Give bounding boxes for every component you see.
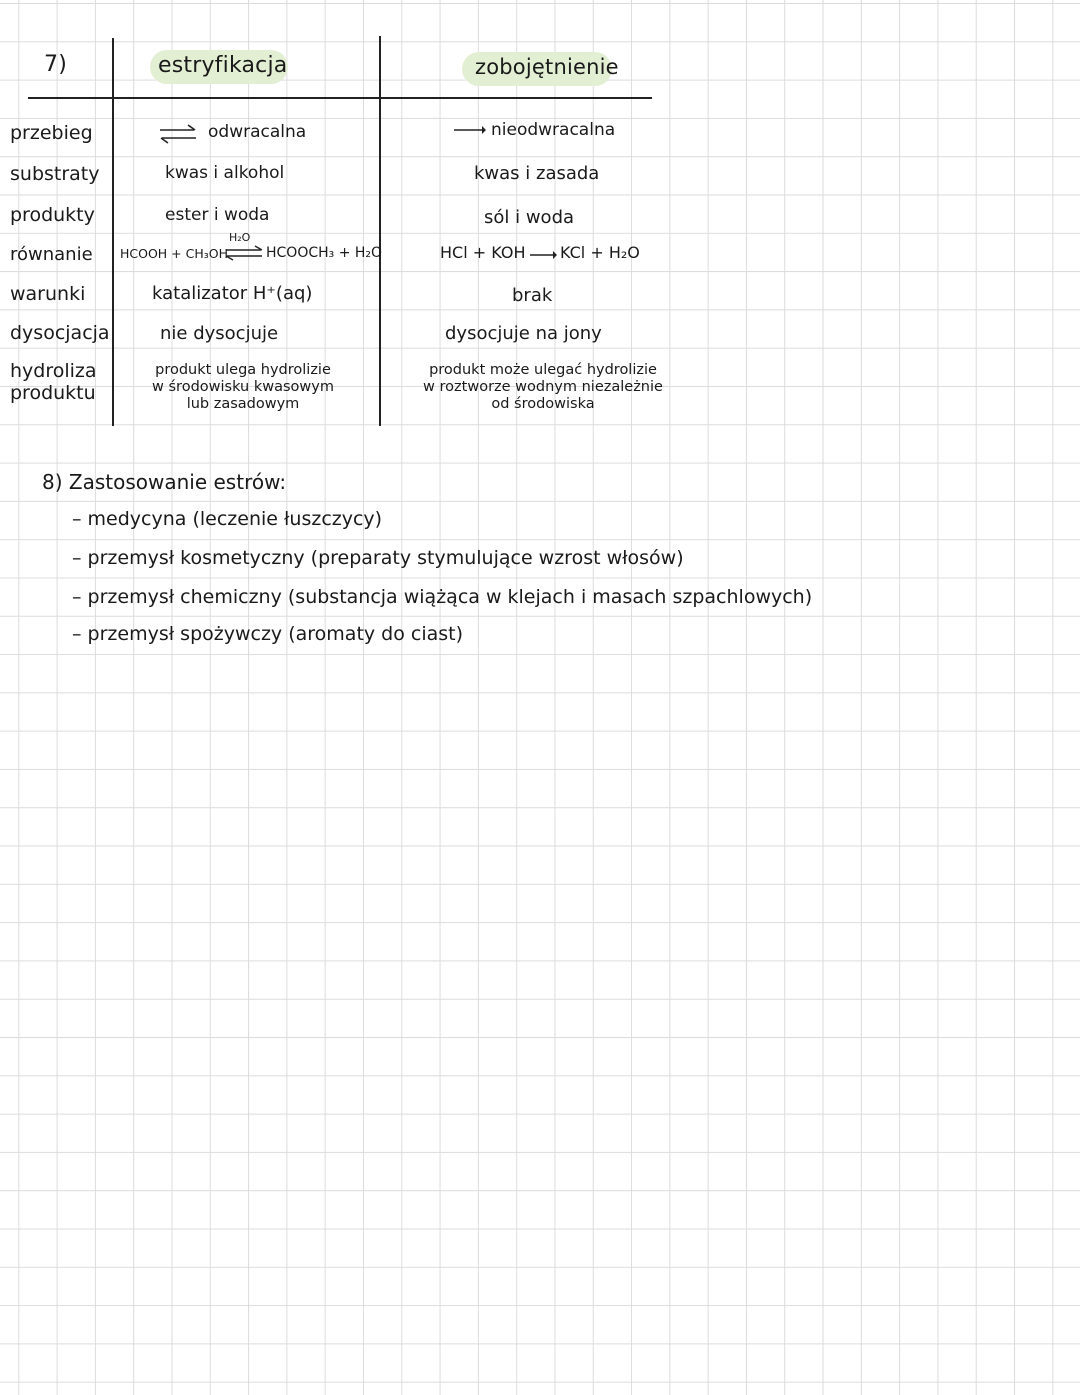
przebieg-col1: odwracalna bbox=[208, 122, 307, 142]
row-label-hydroliza-line2: produktu bbox=[10, 382, 96, 404]
row-label-rownanie: równanie bbox=[10, 244, 93, 265]
row-label-dysocjacja: dysocjacja bbox=[10, 322, 110, 344]
reversible-arrow-icon bbox=[158, 124, 198, 148]
hydroliza-col2-line3: od środowiska bbox=[491, 396, 595, 412]
col2-header: zobojętnienie bbox=[475, 55, 619, 79]
hydroliza-col2 bbox=[423, 362, 663, 413]
produkty-col2: sól i woda bbox=[484, 207, 575, 228]
substraty-col2: kwas i zasada bbox=[474, 163, 600, 184]
substraty-col1: kwas i alkohol bbox=[165, 163, 285, 183]
list-item-text: medycyna (leczenie łuszczycy) bbox=[87, 508, 383, 530]
row-label-hydroliza-line1: hydroliza bbox=[10, 360, 97, 382]
przebieg-col2: nieodwracalna bbox=[491, 120, 616, 140]
row-label-produkty: produkty bbox=[10, 204, 95, 226]
hydroliza-col2-line1: produkt może ulegać hydrolizie bbox=[429, 362, 657, 378]
section-number: 7) bbox=[44, 52, 67, 77]
equilibrium-arrow-icon bbox=[224, 245, 264, 265]
rownanie-col1-left: HCOOH + CH₃OH bbox=[120, 246, 229, 261]
list-item: – medycyna (leczenie łuszczycy) bbox=[72, 508, 383, 530]
table-header-rule bbox=[28, 97, 652, 99]
dysocjacja-col1: nie dysocjuje bbox=[160, 323, 279, 344]
rownanie-col1-right: HCOOCH₃ + H₂O bbox=[266, 245, 383, 261]
forward-arrow-icon bbox=[452, 122, 486, 141]
row-label-hydroliza bbox=[10, 360, 97, 404]
rownanie-col2-left: HCl + KOH bbox=[440, 243, 526, 262]
col1-header: estryfikacja bbox=[158, 53, 288, 78]
produkty-col1: ester i woda bbox=[165, 205, 270, 225]
dysocjacja-col2: dysocjuje na jony bbox=[445, 323, 602, 344]
rownanie-col1-above-arrow: H₂O bbox=[229, 231, 251, 244]
list-item: – przemysł kosmetyczny (preparaty stymulujące wzrost włosów) bbox=[72, 547, 684, 569]
reaction-arrow-icon bbox=[529, 246, 557, 265]
warunki-col2: brak bbox=[512, 285, 553, 306]
list-item-text: przemysł kosmetyczny (preparaty stymulujące wzrost włosów) bbox=[87, 547, 684, 569]
list-item-text: przemysł chemiczny (substancja wiążąca w klejach i masach szpachlowych) bbox=[87, 586, 813, 608]
row-label-warunki: warunki bbox=[10, 283, 86, 305]
rownanie-col2-right: KCl + H₂O bbox=[560, 243, 640, 262]
list-item-text: przemysł spożywczy (aromaty do ciast) bbox=[87, 623, 464, 645]
hydroliza-col1-line2: w środowisku kwasowym bbox=[152, 379, 334, 395]
table-divider-left bbox=[112, 38, 114, 426]
hydroliza-col1 bbox=[152, 362, 334, 413]
hydroliza-col2-line2: w roztworze wodnym niezależnie bbox=[423, 379, 663, 395]
table-divider-right bbox=[379, 36, 381, 426]
warunki-col1: katalizator H⁺(aq) bbox=[152, 283, 313, 304]
list-item: – przemysł spożywczy (aromaty do ciast) bbox=[72, 623, 464, 645]
list-item: – przemysł chemiczny (substancja wiążąca w klejach i masach szpachlowych) bbox=[72, 586, 813, 608]
hydroliza-col1-line1: produkt ulega hydrolizie bbox=[155, 362, 331, 378]
row-label-substraty: substraty bbox=[10, 163, 100, 185]
section8-title: 8) Zastosowanie estrów: bbox=[42, 470, 287, 494]
row-label-przebieg: przebieg bbox=[10, 122, 93, 144]
hydroliza-col1-line3: lub zasadowym bbox=[186, 396, 300, 412]
